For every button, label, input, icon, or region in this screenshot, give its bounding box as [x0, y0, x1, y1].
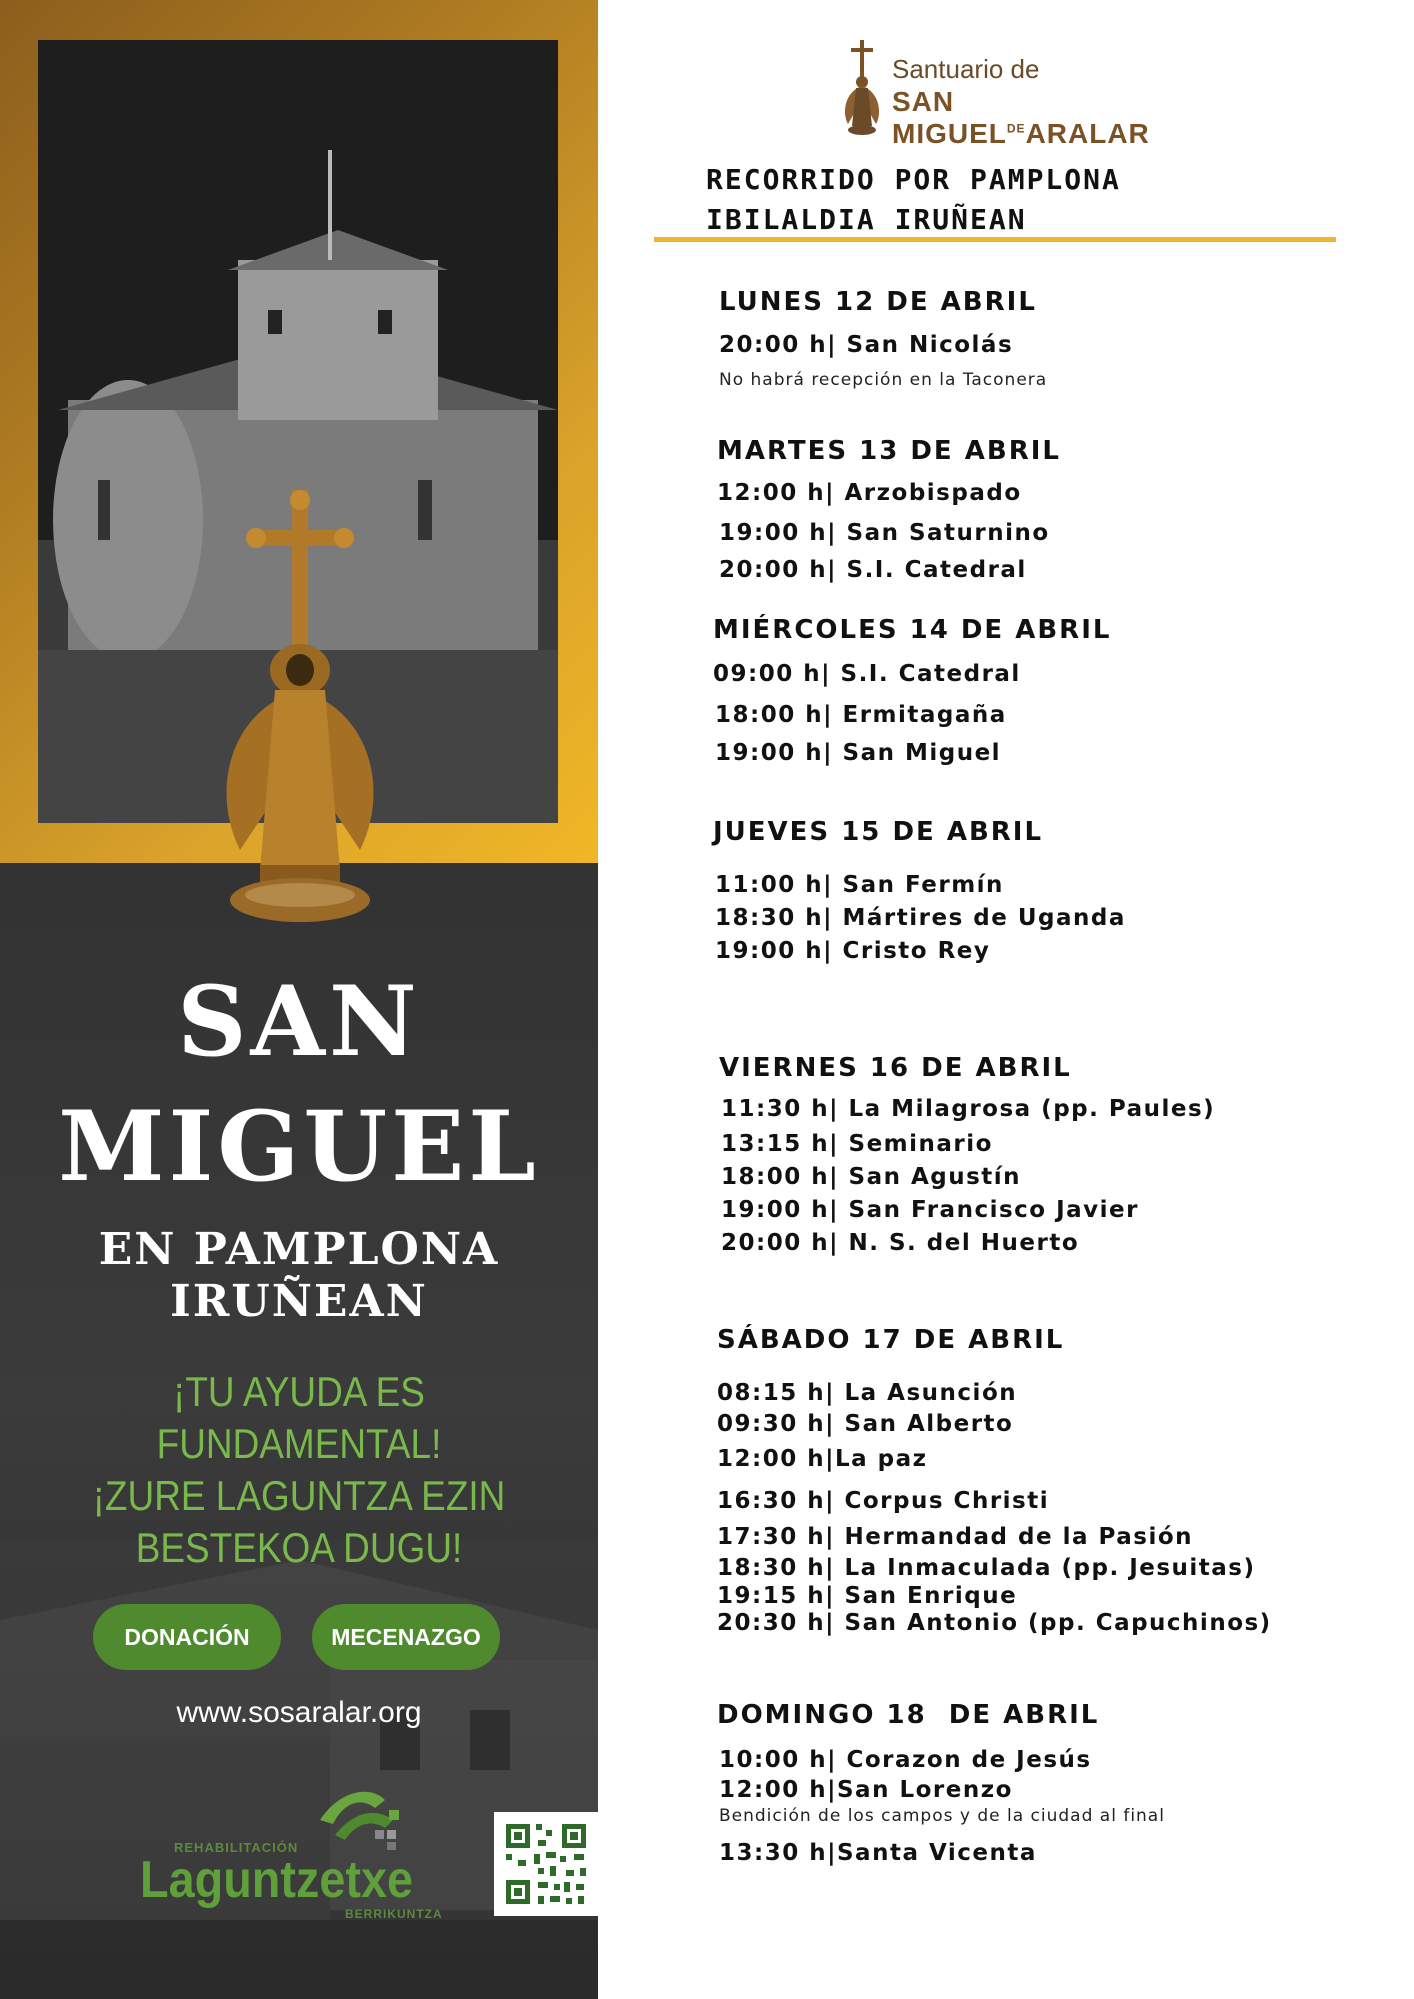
event-item: 18:30 h| Mártires de Uganda: [715, 905, 1126, 931]
logo-santuario-de: Santuario de: [892, 54, 1040, 84]
logo-de: DE: [1006, 121, 1026, 136]
day-heading: VIERNES 16 DE ABRIL: [719, 1053, 1072, 1083]
event-item: 11:30 h| La Milagrosa (pp. Paules): [721, 1096, 1216, 1122]
event-item: 12:00 h|La paz: [717, 1446, 928, 1472]
event-item: 09:00 h| S.I. Catedral: [713, 661, 1021, 687]
event-item: 12:00 h| Arzobispado: [717, 480, 1022, 506]
day-heading: MIÉRCOLES 14 DE ABRIL: [713, 615, 1112, 645]
logo-san-miguel-aralar: [892, 86, 1170, 150]
event-item: 20:00 h| San Nicolás: [719, 332, 1014, 358]
donacion-button[interactable]: DONACIÓN: [93, 1604, 281, 1670]
sanctuary-logo: [840, 40, 1170, 149]
event-item: 20:00 h| S.I. Catedral: [719, 557, 1027, 583]
appeal-line: BESTEKOA DUGU!: [135, 1524, 463, 1571]
appeal-text: [36, 1366, 562, 1574]
event-note: No habrá recepción en la Taconera: [719, 370, 1048, 390]
event-item: 19:00 h| San Francisco Javier: [721, 1197, 1139, 1223]
logo-aralar: ARALAR: [1025, 118, 1150, 149]
angel-cross-icon: [840, 40, 884, 136]
appeal-line: FUNDAMENTAL!: [156, 1420, 442, 1467]
logo-rehabilitacion: REHABILITACIÓN: [174, 1840, 299, 1855]
logo-san-miguel: SAN MIGUEL: [892, 86, 1007, 149]
appeal-line: ¡ZURE LAGUNTZA EZIN: [92, 1472, 506, 1519]
website-link[interactable]: www.sosaralar.org: [176, 1696, 422, 1729]
event-item: 19:00 h| San Saturnino: [719, 520, 1050, 546]
day-heading: MARTES 13 DE ABRIL: [717, 436, 1061, 466]
event-item: 13:15 h| Seminario: [721, 1131, 993, 1157]
day-heading: DOMINGO 18 DE ABRIL: [717, 1700, 1100, 1730]
event-item: 13:30 h|Santa Vicenta: [719, 1840, 1037, 1866]
laguntzetxe-logo: [140, 1780, 460, 1920]
event-item: 11:00 h| San Fermín: [715, 872, 1004, 898]
route-title: [706, 160, 1121, 240]
mecenazgo-button[interactable]: MECENAZGO: [312, 1604, 500, 1670]
event-item: 16:30 h| Corpus Christi: [717, 1488, 1050, 1514]
subtitle-iruean: IRUÑEAN: [170, 1276, 428, 1327]
divider: [654, 237, 1336, 242]
left-panel: [0, 0, 598, 1999]
event-item: 19:00 h| San Miguel: [715, 740, 1002, 766]
subtitle-en-pamplona: EN PAMPLONA: [98, 1224, 500, 1275]
route-title-eu: IBILALDIA IRUÑEAN: [706, 203, 1027, 236]
qr-code-icon[interactable]: [494, 1812, 598, 1916]
logo-berrikuntza: BERRIKUNTZA: [345, 1907, 443, 1921]
event-item: 20:00 h| N. S. del Huerto: [721, 1230, 1080, 1256]
event-item: 17:30 h| Hermandad de la Pasión: [717, 1524, 1193, 1550]
route-title-es: RECORRIDO POR PAMPLONA: [706, 163, 1121, 196]
event-item: 18:30 h| La Inmaculada (pp. Jesuitas): [717, 1555, 1256, 1581]
event-item: 19:15 h| San Enrique: [717, 1583, 1018, 1609]
event-item: 09:30 h| San Alberto: [717, 1411, 1014, 1437]
title-miguel: MIGUEL: [58, 1090, 540, 1203]
event-note: Bendición de los campos y de la ciudad al final: [719, 1806, 1165, 1826]
event-item: 18:00 h| San Agustín: [721, 1164, 1022, 1190]
event-item: 08:15 h| La Asunción: [717, 1380, 1018, 1406]
logo-name: Laguntzetxe: [140, 1851, 414, 1909]
day-heading: SÁBADO 17 DE ABRIL: [717, 1325, 1065, 1355]
event-item: 19:00 h| Cristo Rey: [715, 938, 991, 964]
title-san: SAN: [177, 965, 421, 1078]
hands-icon: [315, 1780, 405, 1850]
event-item: 18:00 h| Ermitagaña: [715, 702, 1007, 728]
event-item: 10:00 h| Corazon de Jesús: [719, 1747, 1092, 1773]
appeal-line: ¡TU AYUDA ES: [173, 1368, 425, 1415]
background-building-photo: [0, 1540, 598, 1999]
day-heading: LUNES 12 DE ABRIL: [719, 287, 1037, 317]
event-item: 12:00 h|San Lorenzo: [719, 1777, 1013, 1803]
angel-relic-icon: [190, 490, 410, 940]
day-heading: JUEVES 15 DE ABRIL: [713, 817, 1044, 847]
event-item: 20:30 h| San Antonio (pp. Capuchinos): [717, 1610, 1272, 1636]
